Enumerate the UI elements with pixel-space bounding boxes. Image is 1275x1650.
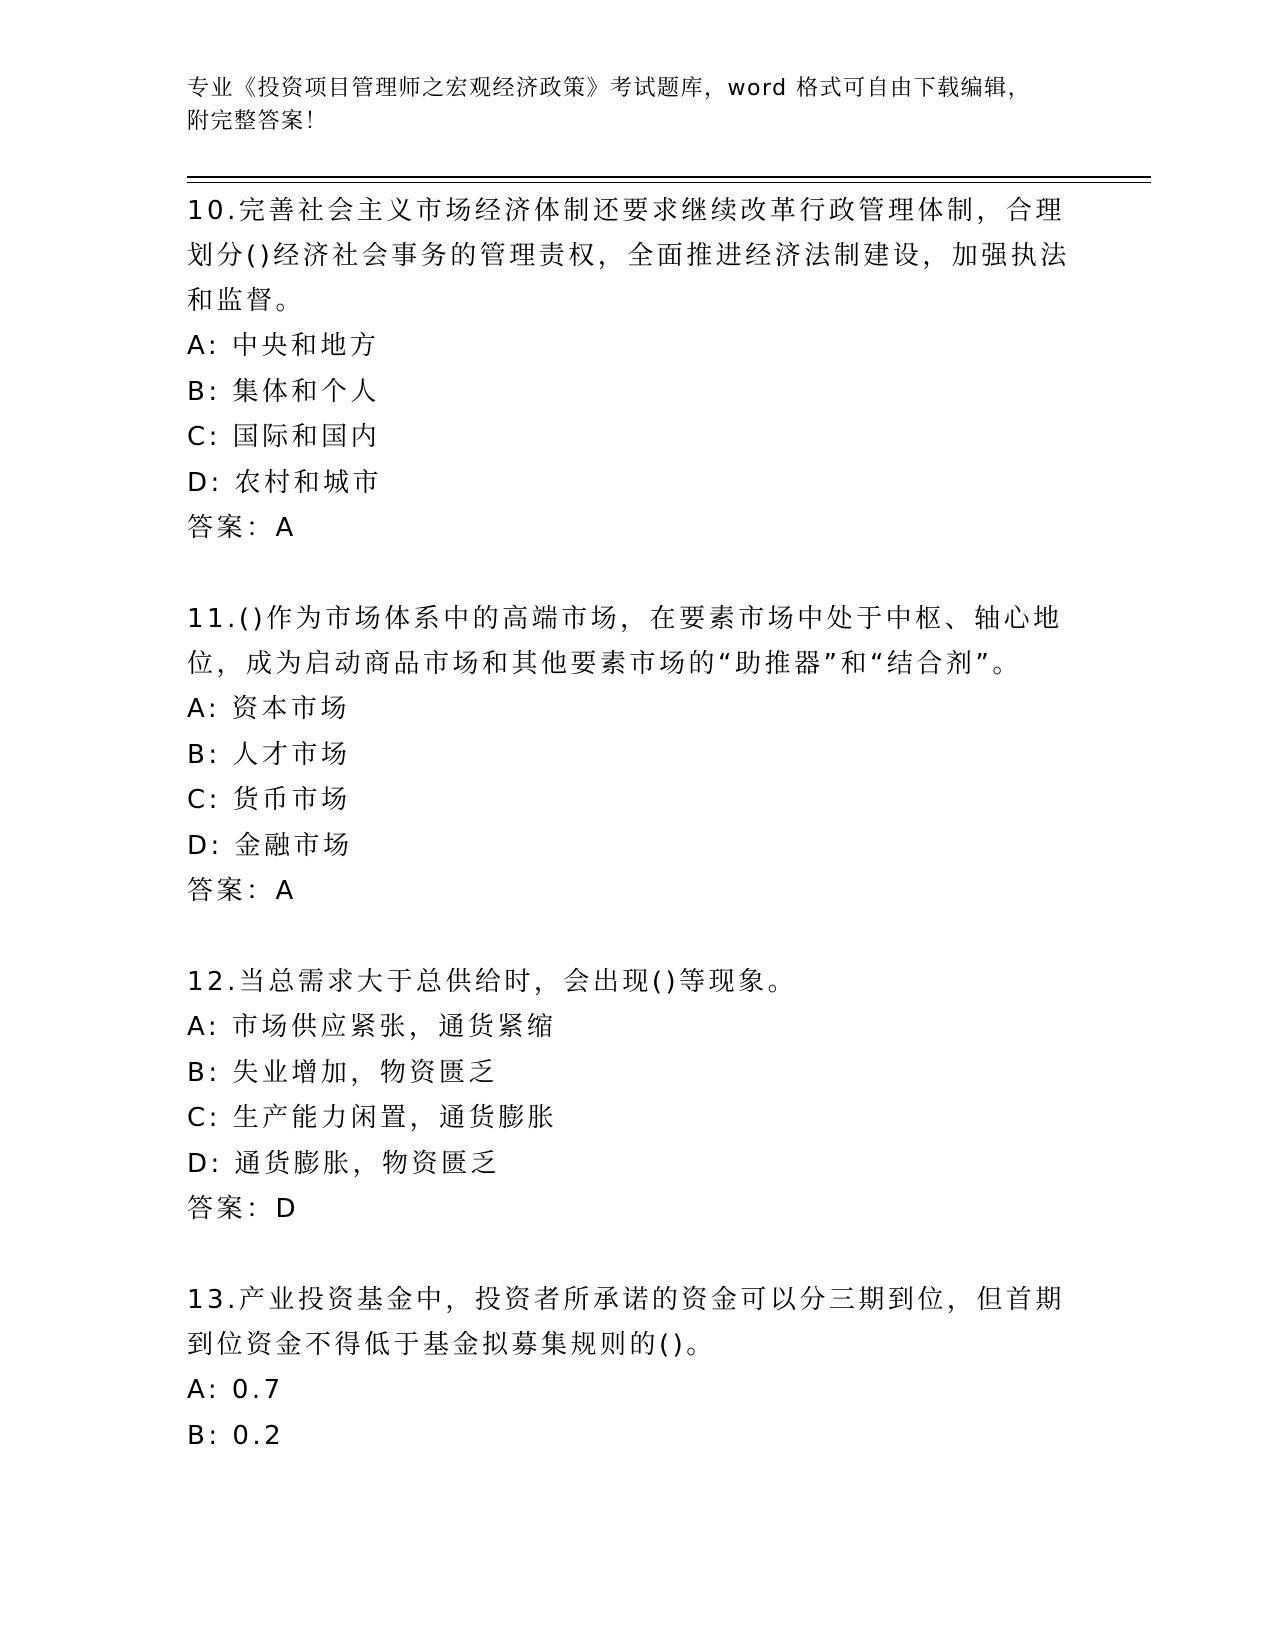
option-a: A: 资本市场 — [187, 694, 350, 724]
option-b: B: 集体和个人 — [187, 376, 380, 407]
header-divider-thin — [187, 182, 1151, 183]
document-header — [187, 72, 1087, 138]
option-d: D: 金融市场 — [187, 830, 353, 861]
option-b: B: 0.2 — [187, 1420, 285, 1451]
question-11 — [187, 597, 1087, 914]
answer: 答案：D — [187, 1194, 300, 1224]
option-b: B: 失业增加，物资匮乏 — [187, 1057, 498, 1088]
option-c: C: 生产能力闲置，通货膨胀 — [187, 1103, 558, 1133]
option-c: C: 国际和国内 — [187, 422, 381, 452]
header-line-2: 附完整答案！ — [187, 109, 329, 134]
header-divider-thick — [187, 176, 1151, 178]
question-12 — [187, 960, 1087, 1232]
header-line-1: 专业《投资项目管理师之宏观经济政策》考试题库，word 格式可自由下载编辑， — [187, 76, 1032, 101]
question-10 — [187, 189, 1087, 551]
question-text: 13.产业投资基金中，投资者所承诺的资金可以分三期到位，但首期到位资金不得低于基金拟募集规则的()。 — [187, 1285, 1065, 1360]
question-list — [187, 189, 1087, 1505]
question-text: 11.()作为市场体系中的高端市场，在要素市场中处于中枢、轴心地位，成为启动商品市场和其他要素市场的“助推器”和“结合剂”。 — [187, 604, 1063, 679]
question-13 — [187, 1278, 1087, 1459]
answer: 答案：A — [187, 876, 297, 906]
option-a: A: 市场供应紧张，通货紧缩 — [187, 1012, 557, 1042]
option-d: D: 通货膨胀，物资匮乏 — [187, 1148, 501, 1179]
option-c: C: 货币市场 — [187, 785, 351, 815]
answer: 答案：A — [187, 513, 297, 543]
option-a: A: 0.7 — [187, 1375, 284, 1405]
question-text: 12.当总需求大于总供给时，会出现()等现象。 — [187, 967, 798, 997]
option-b: B: 人才市场 — [187, 739, 351, 770]
option-d: D: 农村和城市 — [187, 467, 383, 498]
option-a: A: 中央和地方 — [187, 331, 380, 361]
question-text: 10.完善社会主义市场经济体制还要求继续改革行政管理体制，合理划分()经济社会事务的管理责权，全面推进经济法制建设，加强执法和监督。 — [187, 196, 1070, 316]
